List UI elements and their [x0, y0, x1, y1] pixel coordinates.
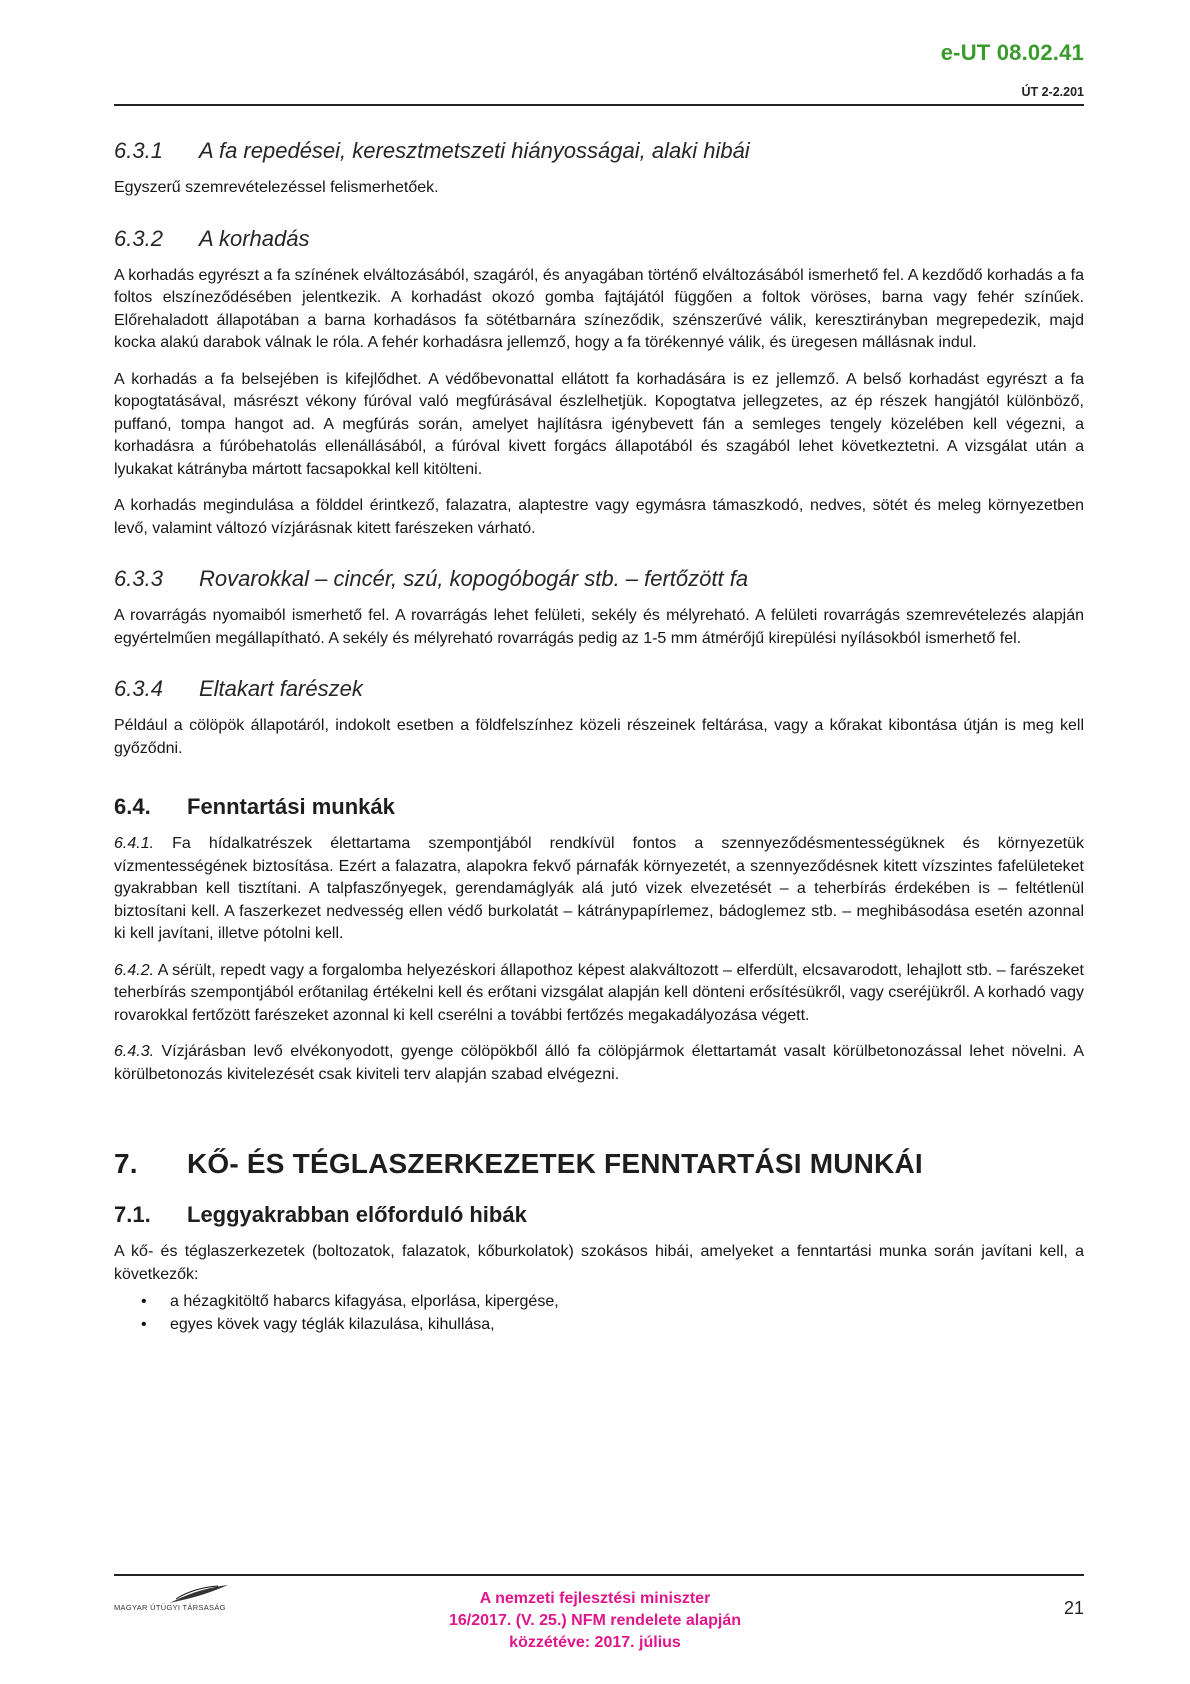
paragraph: A kő- és téglaszerkezetek (boltozatok, falazatok, kőburkolatok) szokásos hibái, amelyeket a fenntartási munka során javítani kell, a következők: [114, 1243, 1084, 1283]
heading-6-3-4 [114, 676, 1084, 702]
heading-number: 6.3.2 [114, 225, 163, 251]
heading-6-4 [114, 794, 1084, 820]
heading-number: 7.1. [114, 1202, 151, 1227]
list-item: • egyes kövek vagy téglák kilazulása, kihullása, [114, 1313, 1084, 1336]
heading-6-3-2 [114, 226, 1084, 252]
heading-title: A korhadás [199, 225, 310, 251]
feather-logo-icon [168, 1583, 230, 1605]
heading-number: 6.3.4 [114, 676, 163, 701]
document-code: e-UT 08.02.41 [940, 40, 1084, 65]
publication-line: A nemzeti fejlesztési miniszter [479, 1590, 711, 1607]
paragraph: A korhadás a fa belsejében is kifejlődhet. A védőbevonattal ellátott fa korhadására is ez jellemző. A belső korhadást egyrészt a fa kopogtatásával, másrészt vékony fúróval való megfúrásával észlelhetjük. Kopogtatva jellegzetes, az ép részek hangjától különböző, puffanó, tompa hangot ad. A megfúrás során, amelyet hajlításra igénybevett fán a semleges tengely közelében kell végezni, a korhadásra a fúróbehatolás ellenállásából, a fúróval kivett forgács állapotából és szagából lehet következtetni. A vizsgálat után a lyukakat kátrányba mártott facsapokkal kell kitölteni. [114, 370, 1084, 478]
heading-number: 6.4. [114, 794, 151, 819]
item-number: 6.4.2. [114, 961, 155, 979]
paragraph-6-4-1 [114, 833, 1084, 946]
heading-title: Rovarokkal – cincér, szú, kopogóbogár stb. – fertőzött fa [199, 566, 749, 591]
heading-title: Leggyakrabban előforduló hibák [187, 1202, 527, 1227]
item-text: Vízjárásban levő elvékonyodott, gyenge cölöpökből álló fa cölöpjármok élettartamát vasalt körülbetonozással lehet növelni. A körülbetonozás kivitelezését csak kiviteli terv alapján szabad elvégezni. [114, 1043, 1084, 1083]
paragraph-6-4-3 [114, 1041, 1084, 1086]
heading-number: 6.3.3 [114, 566, 163, 591]
heading-number: 7. [114, 1148, 138, 1179]
list-item: • a hézagkitöltő habarcs kifagyása, elporlása, kipergése, [114, 1290, 1084, 1313]
document-subcode: ÚT 2-2.201 [1021, 85, 1084, 99]
publication-line: 16/2017. (V. 25.) NFM rendelete alapján [449, 1612, 741, 1629]
paragraph: Például a cölöpök állapotáról, indokolt esetben a földfelszínhez közeli részeinek feltárása, vagy a kőrakat kibontása útján is meg kell győződni. [114, 717, 1084, 757]
bullet-list [114, 1290, 1084, 1336]
paragraph: Egyszerű szemrevételezéssel felismerhetőek. [114, 179, 439, 196]
organization-logo [114, 1583, 264, 1615]
publication-note [380, 1588, 810, 1654]
logo-text: MAGYAR ÚTÜGYI TÁRSASÁG [114, 1603, 226, 1612]
paragraph: A korhadás megindulása a földdel érintkező, falazatra, alaptestre vagy egymásra támaszkodó, nedves, sötét és meleg környezetben levő, valamint változó vízjárásnak kitett farészeken várható. [114, 497, 1084, 537]
page-number: 21 [1063, 1598, 1084, 1618]
footer-divider [114, 1574, 1084, 1576]
heading-title: KŐ- ÉS TÉGLASZERKEZETEK FENNTARTÁSI MUNKÁI [187, 1148, 923, 1179]
paragraph: A korhadás egyrészt a fa színének elváltozásából, szagáról, és anyagában történő elváltozásából ismerhető fel. A kezdődő korhadás a fa foltos elszíneződésében jelentkezik. A korhadást okozó gomba fajtájától függően a foltok vöröses, barna vagy fehér színűek. Előrehaladott állapotában a barna korhadásos fa sötétbarnára színeződik, szénszerűvé válik, keresztirányban megrepedezik, majd kocka alakú darabok válnak le róla. A fehér korhadásra jellemző, hogy a fa törékennyé válik, és üregesen mállásnak indul. [114, 266, 1084, 351]
item-number: 6.4.3. [114, 1043, 155, 1060]
heading-7-1 [114, 1202, 1084, 1228]
heading-title: Eltakart farészek [199, 676, 363, 701]
header-divider [114, 104, 1084, 106]
publication-line: közzétéve: 2017. július [509, 1634, 681, 1651]
page-content [114, 138, 1084, 1336]
heading-6-3-3 [114, 566, 1084, 592]
heading-7 [114, 1148, 1084, 1180]
paragraph: A rovarrágás nyomaiból ismerhető fel. A rovarrágás lehet felületi, sekély és mélyreható. A felületi rovarrágás szemrevételezés alapján egyértelműen megállapítható. A sekély és mélyreható rovarrágás pedig az 1-5 mm átmérőjű kirepülési nyílásokból ismerhető fel. [114, 607, 1084, 647]
heading-title: Fenntartási munkák [187, 794, 395, 819]
paragraph-6-4-2 [114, 960, 1084, 1028]
heading-title: A fa repedései, keresztmetszeti hiányosságai, alaki hibái [199, 138, 750, 163]
heading-6-3-1 [114, 138, 1084, 164]
heading-number: 6.3.1 [114, 138, 163, 163]
item-number: 6.4.1. [114, 835, 155, 852]
item-text: Fa hídalkatrészek élettartama szempontjából rendkívül fontos a szennyeződésmentességüknek és környezetük vízmentességének biztosítása. Ezért a falazatra, alapokra fekvő párnafák környezetét, a szennyeződésnek kitett vízszintes fafelületeket gyakrabban kell tisztítani. A talpfaszőnyegek, gerendamáglyák alá jutó vizek elvezetését – a teherbírás érdekében is – feltétlenül biztosítani kell. A faszerkezet nedvesség ellen védő burkolatát – kátránypapírlemez, bádoglemez stb. – meghibásodása esetén azonnal ki kell javítani, illetve pótolni kell. [114, 835, 1084, 942]
item-text: A sérült, repedt vagy a forgalomba helyezéskori állapothoz képest alakváltozott – elferdült, elcsavarodott, lehajlott stb. – farészeket teherbírás szempontjából erőtanilag értékelni kell és erőtani vizsgálat alapján kell dönteni erősítésükről, vagy cseréjükről. A korhadó vagy rovarokkal fertőzött farészeket azonnal ki kell cserélni a további fertőzés megakadályozása végett. [114, 961, 1084, 1024]
